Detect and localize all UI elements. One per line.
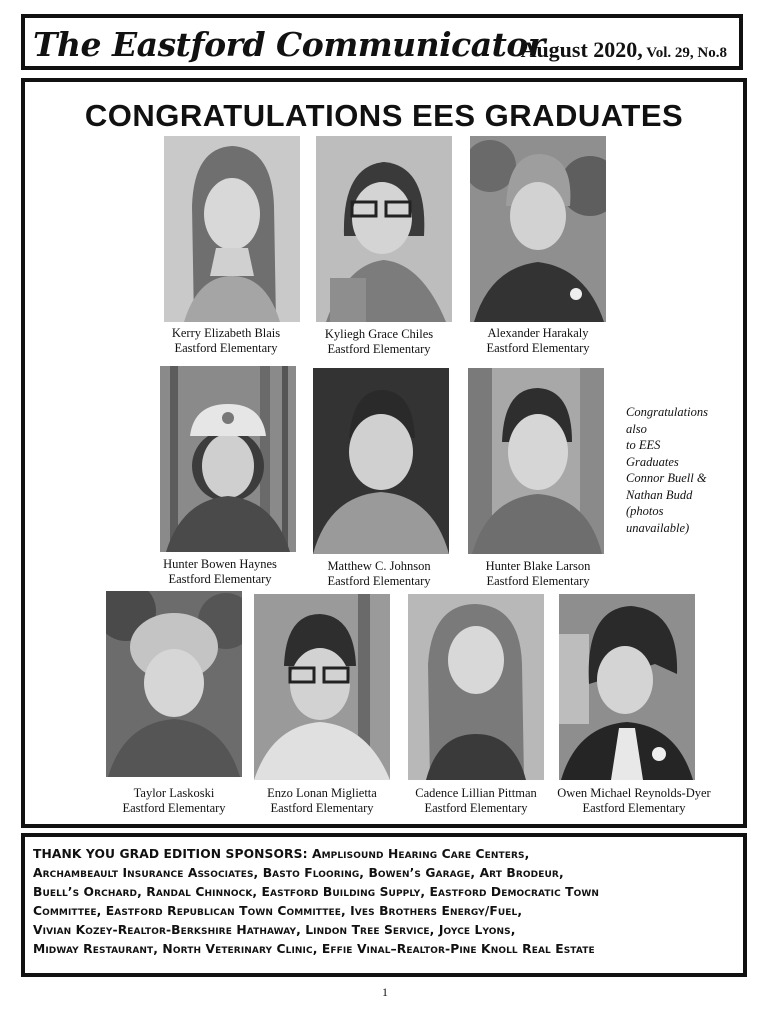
issue-volume: Vol. 29, No.8 [642, 45, 727, 61]
graduate-caption [164, 326, 288, 356]
graduate-school: Eastford Elementary [327, 342, 431, 356]
sponsors-heading: THANK YOU GRAD EDITION SPONSORS: [33, 847, 308, 861]
section-headline: CONGRATULATIONS EES GRADUATES [84, 98, 684, 133]
graduate-caption [112, 786, 236, 816]
graduate-school: Eastford Elementary [168, 572, 272, 586]
graduate-name: Kerry Elizabeth Blais [171, 326, 281, 340]
graduate-caption [316, 327, 442, 357]
graduate-school: Eastford Elementary [174, 341, 278, 355]
graduate-school: Eastford Elementary [486, 574, 590, 588]
graduate-photo [313, 368, 449, 554]
graduate-school: Eastford Elementary [270, 801, 374, 815]
graduate-caption [478, 559, 598, 589]
sponsor-line: Committee, Eastford Republican Town Committee, Ives Brothers Energy/Fuel, [33, 904, 523, 918]
issue-month: August 2020, [520, 37, 643, 62]
graduate-photo [559, 594, 695, 780]
sponsor-line: Midway Restaurant, North Veterinary Clinic, Effie Vinal–Realtor-Pine Knoll Real Estate [33, 942, 595, 956]
graduate-caption [262, 786, 382, 816]
graduate-school: Eastford Elementary [424, 801, 528, 815]
graduate-name: Alexander Harakaly [487, 326, 589, 340]
graduate-name: Matthew C. Johnson [327, 559, 431, 573]
graduate-caption [318, 559, 440, 589]
newsletter-title: The Eastford Communicator [33, 25, 545, 64]
graduate-photo [470, 136, 606, 322]
graduate-photo [254, 594, 390, 780]
graduate-name: Enzo Lonan Miglietta [267, 786, 377, 800]
graduate-photo [164, 136, 300, 322]
graduate-school: Eastford Elementary [327, 574, 431, 588]
graduate-name: Owen Michael Reynolds-Dyer [557, 786, 711, 800]
graduate-school: Eastford Elementary [582, 801, 686, 815]
page-number: 1 [382, 985, 388, 999]
masthead [21, 14, 743, 70]
graduate-name: Cadence Lillian Pittman [415, 786, 537, 800]
note-line: to EES [626, 438, 661, 452]
issue-date [521, 37, 727, 63]
graduate-photo [408, 594, 544, 780]
note-line: unavailable) [626, 520, 690, 535]
graduate-school: Eastford Elementary [486, 341, 590, 355]
graduate-photo [468, 368, 604, 554]
sponsor-line: Archambeault Insurance Associates, Basto Flooring, Bowen’s Garage, Art Brodeur, [33, 866, 564, 880]
graduate-photo [106, 591, 242, 777]
sponsor-line: Buell’s Orchard, Randal Chinnock, Eastford Building Supply, Eastford Democratic Town [33, 885, 600, 899]
graduate-name: Kyliegh Grace Chiles [324, 327, 434, 341]
sponsors-section [21, 833, 747, 977]
note-line: Congratulations [626, 405, 708, 419]
graduate-caption [412, 786, 540, 816]
note-line: Graduates [626, 454, 679, 469]
graduate-name: Taylor Laskoski [133, 786, 215, 800]
graduate-caption [160, 557, 280, 587]
graduate-caption [556, 786, 712, 816]
graduate-school: Eastford Elementary [122, 801, 226, 815]
note-line: also [626, 421, 647, 436]
sponsor-line: Amplisound Hearing Care Centers, [307, 847, 530, 861]
graduate-name: Hunter Blake Larson [485, 559, 591, 573]
graduate-caption [478, 326, 598, 356]
note-line: Connor Buell & [626, 471, 707, 485]
additional-graduates-note [626, 404, 736, 536]
note-line: Nathan Budd [626, 487, 693, 502]
graduate-photo [160, 366, 296, 552]
note-line: (photos [626, 504, 664, 518]
graduate-photo [316, 136, 452, 322]
sponsor-line: Vivian Kozey-Realtor-Berkshire Hathaway, Lindon Tree Service, Joyce Lyons, [33, 923, 516, 937]
graduate-name: Hunter Bowen Haynes [163, 557, 277, 571]
